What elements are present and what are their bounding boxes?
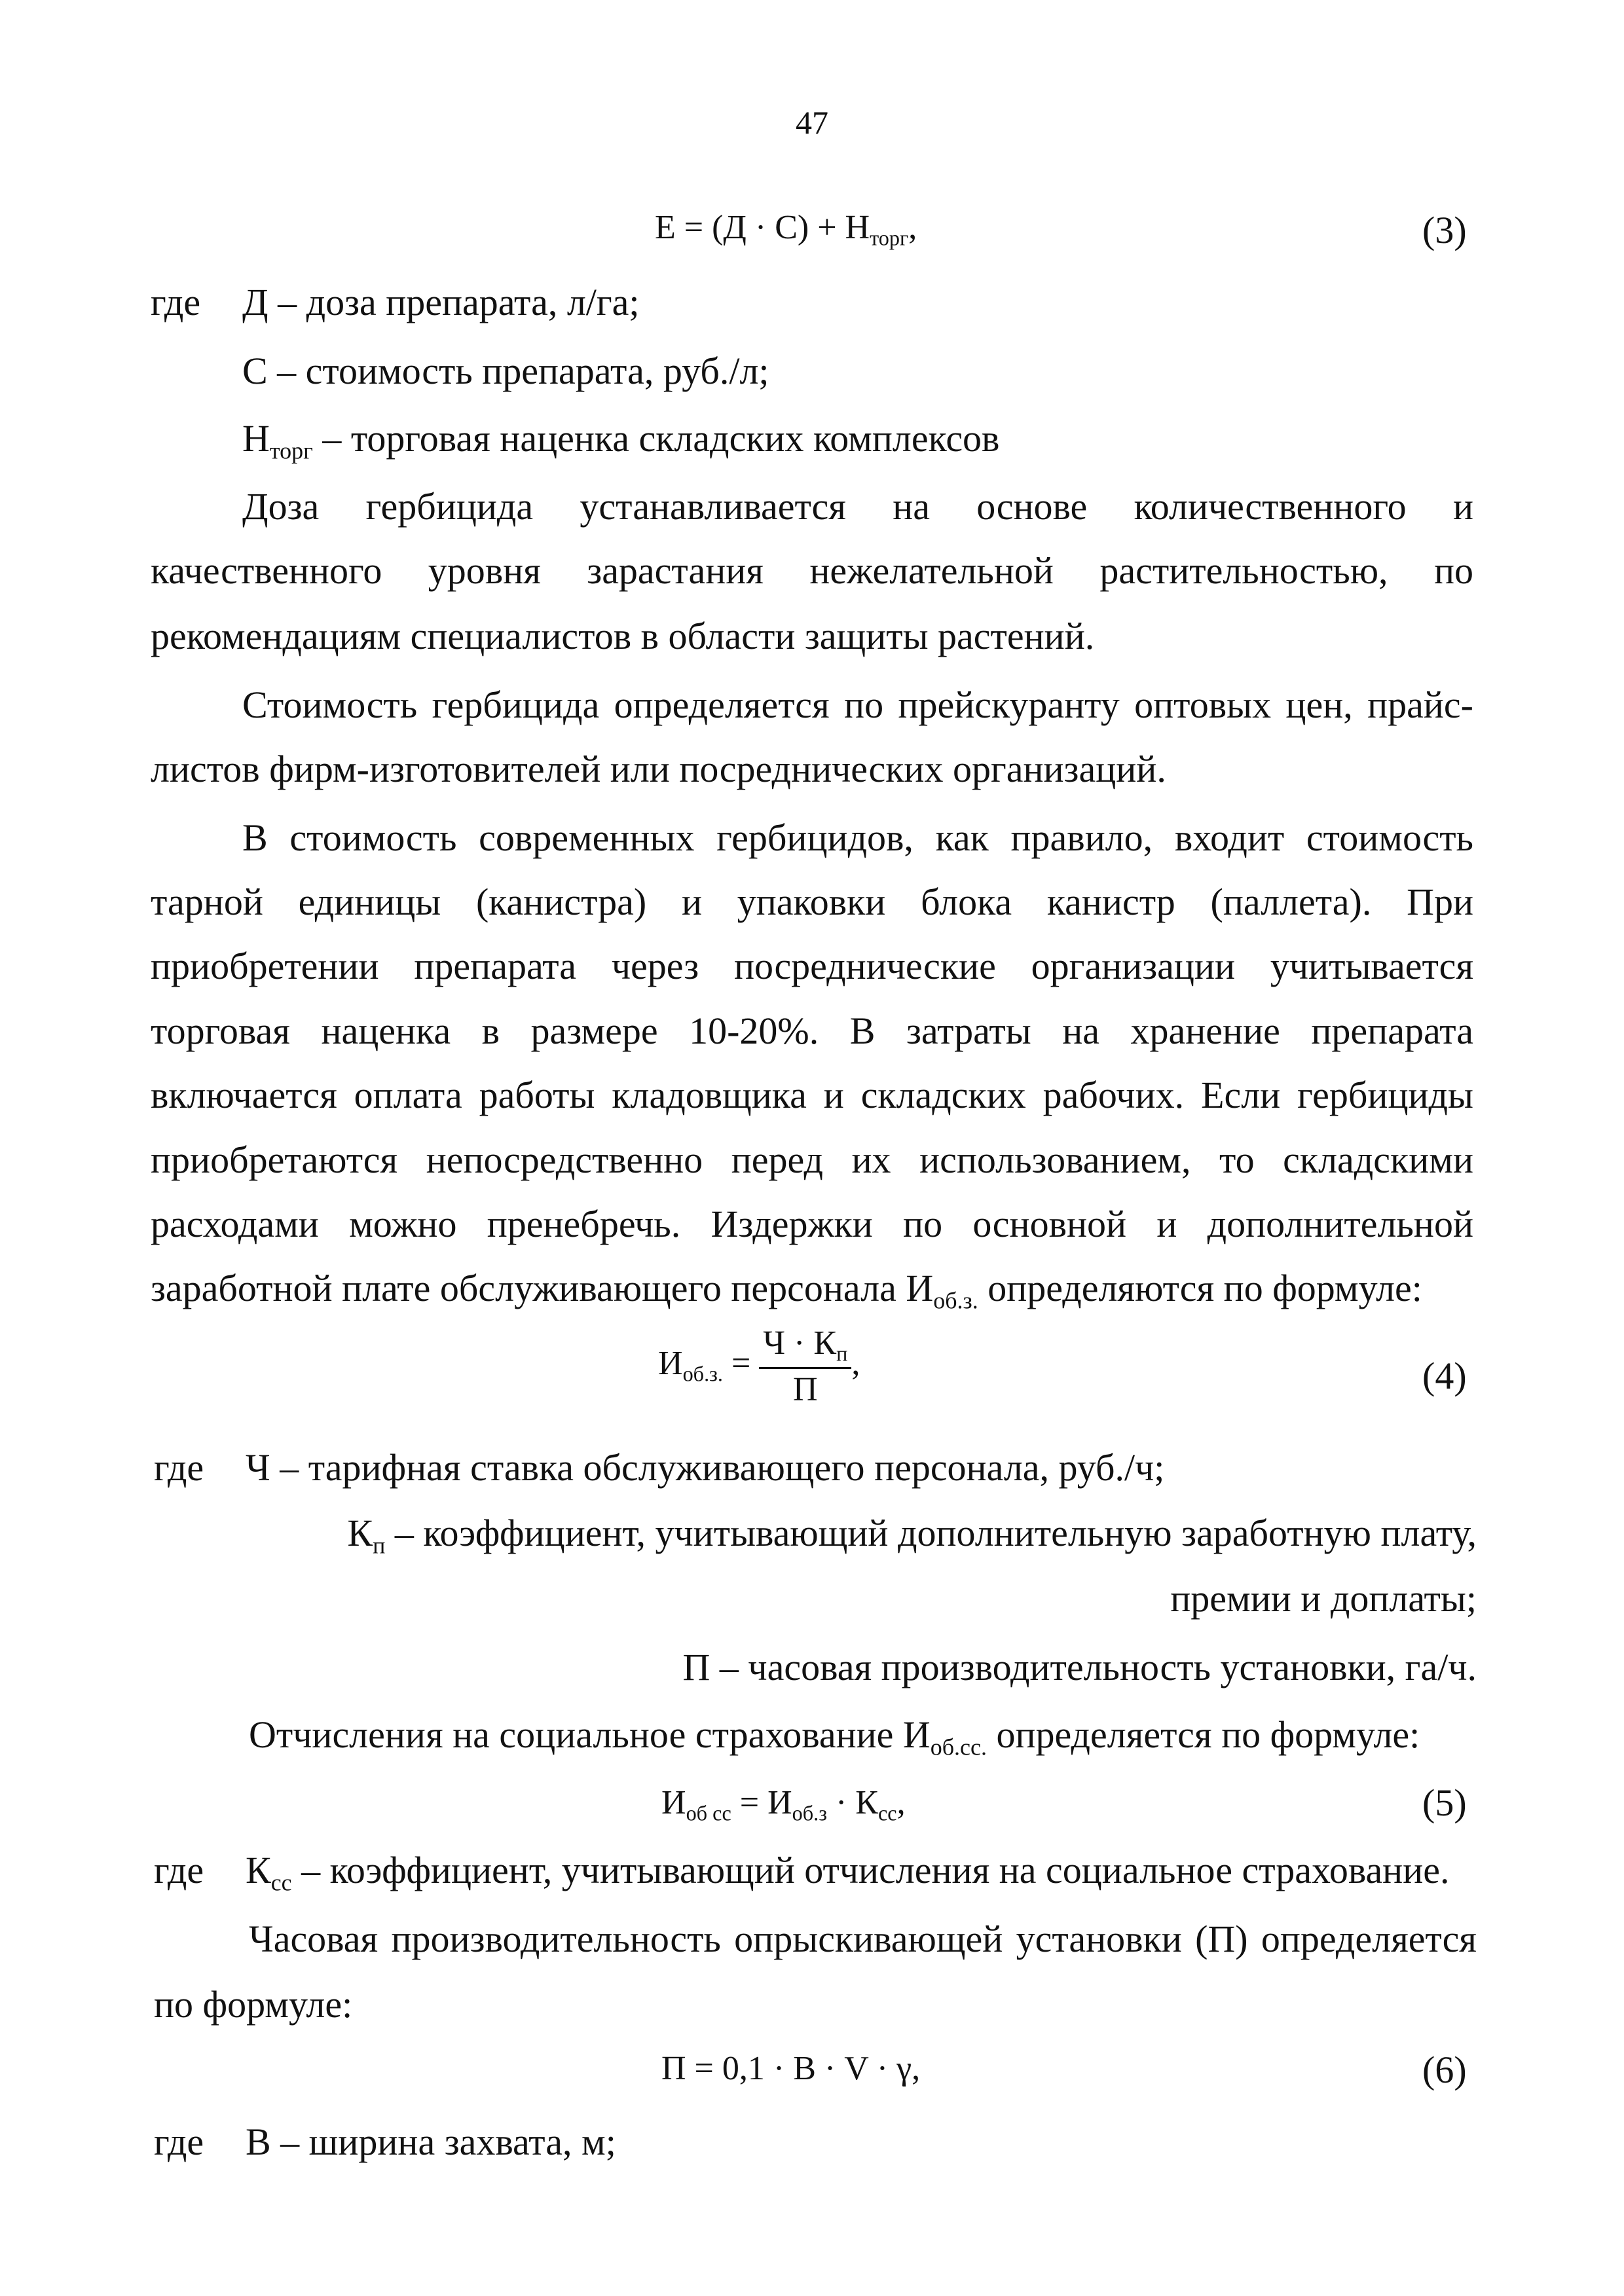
where-label-6: где xyxy=(154,2121,204,2163)
equation-4-denominator: П xyxy=(793,1371,818,1409)
def-markup-text: – торговая наценка складских комплексов xyxy=(312,417,1000,460)
para4-text: Отчисления на социальное страхование И xyxy=(249,1713,931,1756)
equation-3-sub: торг xyxy=(870,226,909,250)
def-markup-symbol: Н xyxy=(242,417,270,460)
def-tariff: Ч – тарифная ставка обслуживающего персонала, руб./ч; xyxy=(246,1446,1165,1489)
equation-5-k-sub: сс xyxy=(877,1801,897,1825)
where-label-3: где xyxy=(151,281,201,323)
equation-5-lhs-sub: об сс xyxy=(686,1801,731,1825)
def-kp-sub: п xyxy=(373,1532,386,1559)
def-productivity: П – часовая производительность установки, га/ч. xyxy=(682,1646,1477,1688)
equation-4-lhs-sub: об.з. xyxy=(682,1362,723,1386)
para4 xyxy=(249,1714,1420,1760)
equation-4-number: (4) xyxy=(1422,1355,1467,1397)
where-label-4: где xyxy=(154,1446,204,1489)
def-width: В – ширина захвата, м; xyxy=(246,2121,616,2163)
para3-line3: приобретении препарата через посреднические организации учитывается xyxy=(151,945,1473,987)
para3-line4: торговая наценка в размере 10-20%. В затраты на хранение препарата xyxy=(151,1010,1473,1052)
equation-4 xyxy=(658,1324,860,1409)
equation-3-number: (3) xyxy=(1422,209,1467,251)
def-kp-symbol: К xyxy=(347,1512,373,1554)
equation-3-tail: , xyxy=(908,209,917,246)
para4-sub: об.сс. xyxy=(930,1734,987,1760)
where-label-5: где xyxy=(154,1849,204,1891)
equation-5-mid: = И xyxy=(731,1784,792,1821)
para3-line5: включается оплата работы кладовщика и складских рабочих. Если гербициды xyxy=(151,1074,1473,1116)
def-kcc-text: – коэффициент, учитывающий отчисления на социальное страхование. xyxy=(291,1849,1450,1891)
equation-4-lhs: И xyxy=(658,1345,683,1383)
para3-line6: приобретаются непосредственно перед их использованием, то складскими xyxy=(151,1139,1473,1181)
para2-line1: Стоимость гербицида определяется по прейскуранту оптовых цен, прайс- xyxy=(242,683,1473,726)
para3-line8-tail: определяются по формуле: xyxy=(978,1267,1422,1309)
para5-line2: по формуле: xyxy=(154,1983,353,2026)
def-kcc xyxy=(246,1850,1450,1896)
equation-3 xyxy=(655,208,917,250)
page-number: 47 xyxy=(796,104,828,141)
def-kp-text: – коэффициент, учитывающий дополнительную заработную плату, xyxy=(385,1512,1477,1554)
equation-5-k: · К xyxy=(826,1784,878,1821)
def-kcc-sub: сс xyxy=(270,1869,292,1896)
def-kcc-symbol: К xyxy=(246,1849,271,1891)
def-markup-sub: торг xyxy=(269,437,313,464)
para3-line1: В стоимость современных гербицидов, как правило, входит стоимость xyxy=(242,816,1473,859)
equation-4-tail: , xyxy=(851,1345,860,1383)
para3-line8-sub: об.з. xyxy=(933,1287,978,1314)
equation-6: П = 0,1 · В · V · γ, xyxy=(661,2050,921,2087)
equation-3-lhs: Е = (Д · С) + Н xyxy=(655,209,870,246)
para5-line1: Часовая производительность опрыскивающей установки (П) определяется xyxy=(249,1918,1477,1960)
equation-6-number: (6) xyxy=(1422,2049,1467,2091)
equation-5-mid-sub: об.з xyxy=(792,1801,827,1825)
equation-5-number: (5) xyxy=(1422,1781,1467,1824)
para2-line2: листов фирм-изготовителей или посреднических организаций. xyxy=(151,748,1166,790)
equation-4-fraction xyxy=(759,1324,851,1409)
para1-line1: Доза гербицида устанавливается на основе количественного и xyxy=(242,485,1473,528)
equation-4-num-sub: п xyxy=(836,1341,848,1366)
equation-4-numerator xyxy=(759,1324,851,1369)
equation-5 xyxy=(661,1783,906,1825)
para1-line2: качественного уровня зарастания нежелательной растительностью, по xyxy=(151,549,1473,592)
def-kp-cont: премии и доплаты; xyxy=(1170,1577,1477,1620)
para4-tail: определяется по формуле: xyxy=(986,1713,1420,1756)
equation-5-lhs: И xyxy=(661,1784,686,1821)
para3-line2: тарной единицы (канистра) и упаковки блока канистр (паллета). При xyxy=(151,881,1473,923)
para3-line8-text: заработной плате обслуживающего персонала И xyxy=(151,1267,934,1309)
equation-4-eq: = xyxy=(722,1345,760,1383)
equation-4-num-text: Ч · К xyxy=(763,1324,837,1362)
def-cost: С – стоимость препарата, руб./л; xyxy=(242,350,769,392)
para3-line7: расходами можно пренебречь. Издержки по основной и дополнительной xyxy=(151,1203,1473,1245)
def-kp xyxy=(151,1512,1477,1559)
def-markup xyxy=(242,418,999,464)
equation-5-tail: , xyxy=(896,1784,906,1821)
def-dose: Д – доза препарата, л/га; xyxy=(242,281,640,323)
para1-line3: рекомендациям специалистов в области защиты растений. xyxy=(151,615,1095,657)
para3-line8 xyxy=(151,1267,1422,1314)
